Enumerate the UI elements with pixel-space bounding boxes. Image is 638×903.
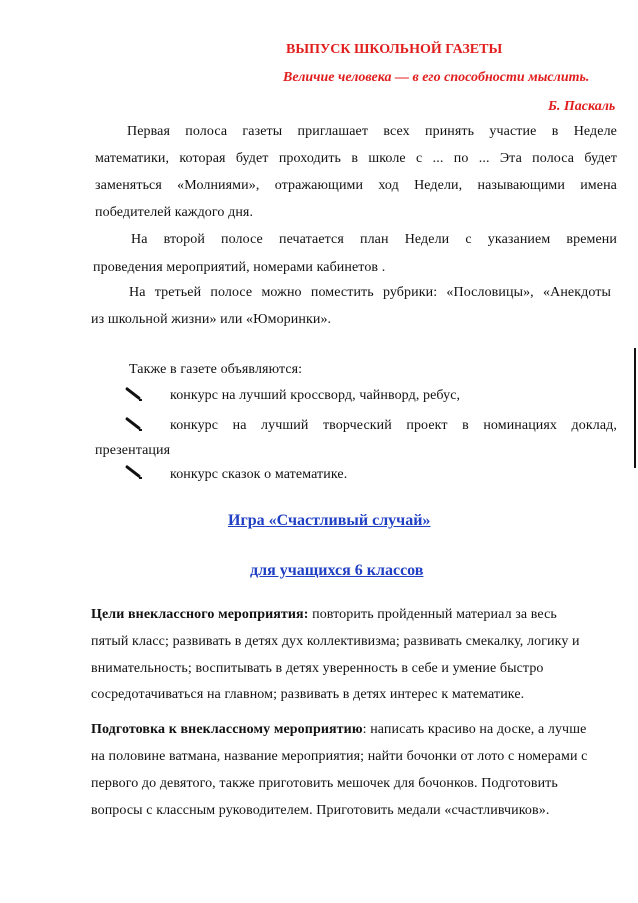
- goals-label: Цели внеклассного мероприятия:: [91, 607, 309, 622]
- bullet-pen-icon: [122, 386, 140, 402]
- prep-line-1: [91, 722, 586, 738]
- paragraph-3-line-1: На третьей полосе можно поместить рубрики: «Пословицы», «Анекдоты: [129, 285, 611, 300]
- bullet-pen-icon: [122, 416, 140, 432]
- newspaper-title: ВЫПУСК ШКОЛЬНОЙ ГАЗЕТЫ: [286, 42, 503, 57]
- paragraph-1-line-1: Первая полоса газеты приглашает всех принять участие в Неделе: [127, 124, 617, 139]
- goals-line-1: [91, 607, 557, 623]
- epigraph: Величие человека — в его способности мыслить.: [283, 70, 590, 85]
- goals-line-3: внимательность; воспитывать в детях уверенность в себе и умение быстро: [91, 661, 544, 676]
- goals-line-4: сосредотачиваться на главном; развивать в детях интерес к математике.: [91, 687, 525, 702]
- prep-label: Подготовка к внеклассному мероприятию: [91, 722, 363, 737]
- bullet-2-continuation: презентация: [95, 443, 171, 458]
- paragraph-1-line-3: заменяться «Молниями», отражающими ход Недели, называющими имена: [95, 178, 617, 193]
- paragraph-1-line-2: математики, которая будет проходить в школе с ... по ... Эта полоса будет: [95, 151, 617, 166]
- epigraph-author: Б. Паскаль: [548, 99, 616, 114]
- game-title: Игра «Счастливый случай»: [228, 512, 431, 529]
- paragraph-2-line-2: проведения мероприятий, номерами кабинетов .: [93, 260, 386, 275]
- paragraph-2-line-1: На второй полосе печатается план Недели с указанием времени: [131, 232, 617, 247]
- bullet-1-text: конкурс на лучший кроссворд, чайнворд, ребус,: [170, 388, 461, 403]
- game-subtitle: для учащихся 6 классов: [250, 562, 424, 579]
- prep-text: : написать красиво на доске, а лучше: [362, 722, 587, 737]
- prep-line-2: на половине ватмана, название мероприятия; найти бочонки от лото с номерами с: [91, 749, 588, 764]
- margin-line: [634, 348, 636, 468]
- announce-text: Также в газете объявляются:: [129, 362, 303, 377]
- bullet-pen-icon: [122, 464, 140, 480]
- paragraph-3-line-2: из школьной жизни» или «Юморинки».: [91, 312, 332, 327]
- bullet-2-text: конкурс на лучший творческий проект в номинациях доклад,: [170, 418, 617, 433]
- paragraph-1-line-4: победителей каждого дня.: [95, 205, 254, 220]
- goals-line-2: пятый класс; развивать в детях дух коллективизма; развивать смекалку, логику и: [91, 634, 580, 649]
- prep-line-4: вопросы с классным руководителем. Приготовить медали «счастливчиков».: [91, 803, 550, 818]
- prep-line-3: первого до девятого, также приготовить мешочек для бочонков. Подготовить: [91, 776, 558, 791]
- bullet-3-text: конкурс сказок о математике.: [170, 467, 348, 482]
- goals-text: повторить пройденный материал за весь: [308, 607, 557, 622]
